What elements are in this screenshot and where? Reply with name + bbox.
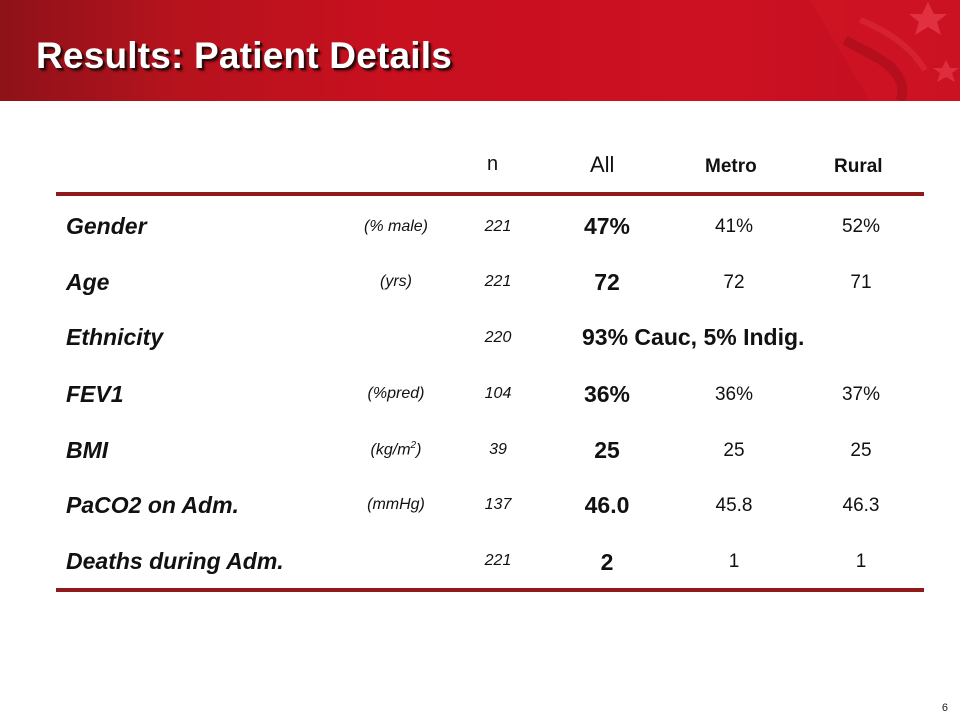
row-all-gender: 47% (583, 213, 631, 239)
row-unit-paco2: (mmHg) (367, 496, 425, 513)
row-rural-deaths: 1 (855, 551, 867, 572)
table-bottom-rule (56, 588, 924, 592)
col-header-all: All (590, 152, 615, 177)
row-rural-fev1: 37% (841, 384, 881, 405)
row-metro-paco2: 45.8 (715, 495, 753, 516)
page-number: 6 (941, 702, 948, 714)
row-unit-fev1: (%pred) (367, 385, 425, 402)
row-unit-bmi (336, 440, 456, 459)
row-metro-fev1: 36% (714, 384, 754, 405)
row-n-age: 221 (484, 273, 512, 290)
row-metro-deaths: 1 (728, 551, 740, 572)
row-label-age: Age (66, 269, 110, 295)
row-all-paco2: 46.0 (584, 492, 630, 518)
row-label-deaths: Deaths during Adm. (66, 548, 284, 574)
row-all-deaths: 2 (600, 549, 614, 575)
row-metro-gender: 41% (714, 216, 754, 237)
row-all-ethnicity: 93% Cauc, 5% Indig. (582, 324, 805, 350)
row-rural-paco2: 46.3 (842, 495, 880, 516)
row-all-fev1: 36% (583, 381, 631, 407)
row-n-ethnicity: 220 (484, 329, 512, 346)
row-n-deaths: 221 (484, 552, 512, 569)
row-all-age: 72 (594, 269, 620, 295)
row-label-bmi: BMI (66, 437, 109, 463)
row-metro-bmi: 25 (723, 440, 745, 461)
row-unit-age: (yrs) (380, 273, 412, 290)
bmi-unit-base: (kg/m (370, 441, 411, 459)
row-label-ethnicity: Ethnicity (66, 324, 164, 350)
table-top-rule (56, 192, 924, 196)
row-label-paco2: PaCO2 on Adm. (66, 492, 239, 518)
row-n-fev1: 104 (484, 385, 512, 402)
row-n-paco2: 137 (484, 496, 512, 513)
title-banner (0, 0, 960, 101)
row-rural-bmi: 25 (850, 440, 872, 461)
col-header-n: n (487, 153, 499, 175)
row-n-bmi: 39 (489, 441, 507, 458)
col-header-rural: Rural (834, 156, 883, 177)
row-n-gender: 221 (484, 218, 512, 235)
bmi-unit-sup: 2 (410, 440, 417, 451)
banner-decoration (750, 0, 960, 101)
row-label-gender: Gender (66, 213, 147, 239)
row-rural-gender: 52% (841, 216, 881, 237)
row-all-bmi: 25 (594, 437, 620, 463)
row-metro-age: 72 (723, 272, 745, 293)
col-header-metro: Metro (705, 156, 757, 177)
slide-title: Results: Patient Details (36, 35, 453, 76)
row-rural-age: 71 (850, 272, 872, 293)
row-unit-gender: (% male) (363, 218, 428, 235)
bmi-unit-close: ) (416, 441, 422, 459)
row-label-fev1: FEV1 (66, 381, 124, 407)
